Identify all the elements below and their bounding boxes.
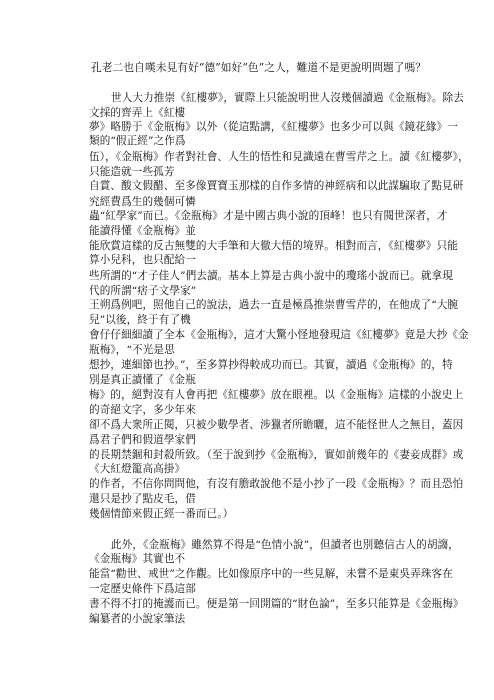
text-line: 蟲“紅學家”而已。《金瓶梅》才是中國古典小說的頂峰！也只有閱世深者，才 xyxy=(89,210,448,222)
text-line: 此外，《金瓶梅》雖然算不得是“色情小說”，但讀者也別聽信古人的胡謅， xyxy=(111,539,459,551)
text-line: 編纂者的小說家筆法 xyxy=(89,613,186,625)
text-line: 一定歷史條件下爲這部 xyxy=(89,583,196,595)
text-line: 瓶梅》，“不光是思 xyxy=(89,344,175,356)
text-line: 梅》的，絕對沒有人會再把《紅樓夢》放在眼裡。以《金瓶梅》這樣的小說史上 xyxy=(89,389,464,401)
text-line: 夢》略勝于《金瓶梅》以外（從這點講，《紅樓夢》也多少可以與《鏡花緣》一 xyxy=(89,121,458,133)
text-line: 文採的齊弄上《紅樓 xyxy=(89,107,186,119)
text-line: 的作者，不信你問問他，有沒有膽敢說他不是小抄了一段《金瓶梅》？而且恐怕 xyxy=(89,478,464,490)
text-line: 別是真正讀懂了《金瓶 xyxy=(89,374,196,386)
text-line: 爲君子們和假道學家們 xyxy=(89,434,196,446)
text-line: 能讀得懂《金瓶梅》並 xyxy=(89,225,196,237)
text-line: 能欣賞這樣的反古無雙的大手筆和大徹大悟的境界。相對而言，《紅樓夢》只能 xyxy=(89,240,458,252)
text-line: 世人大力推崇《紅樓夢》，實際上只能說明世人沒幾個讀過《金瓶梅》。除去 xyxy=(111,92,464,104)
text-line: 些所謂的“才子佳人”們去讀。基本上算是古典小說中的瓊瑤小說而已。就拿現 xyxy=(89,270,453,282)
text-line: 自賞、酸文假醋、至多像賈寶玉那樣的自作多情的神經病和以此謀騙取了點見研 xyxy=(89,180,464,192)
text-line: 的長期禁錮和封殺所致。（至于說到抄《金瓶梅》，實如前幾年的《妻妾成群》或 xyxy=(89,449,464,461)
text-line: 代的所謂“痞子文學家” xyxy=(89,285,197,297)
text-line: 還只是抄了點皮毛，借 xyxy=(89,493,196,505)
text-line: 書不得不打的掩護而已。便是第一回開篇的“財色論”，至多只能算是《金瓶梅》 xyxy=(89,598,464,610)
text-line: 會仔仔細細讀了全本《金瓶梅》，這才大驚小怪地發現這《紅樓夢》竟是大抄《金 xyxy=(89,329,469,341)
text-line: 算小兒科，也只配給一 xyxy=(89,254,196,266)
text-line: 想抄，連細節也抄。”，至多算抄得較成功而已。其實，讀過《金瓶梅》的，特 xyxy=(89,359,453,371)
text-line: 只能造就一些孤芳 xyxy=(89,166,175,178)
text-line: 幾個情節來假正經一番而已。） xyxy=(89,508,234,520)
text-line: 孔老二也自嘆未見有好“德”如好“色”之人，難道不是更說明問題了嗎？ xyxy=(91,61,427,74)
text-line: 兒”以後，終于有了機 xyxy=(89,314,191,326)
text-line: 卻不爲大衆所正閱，只被少數學者、涉獵者所瞻曬，這不能怪世人之無目，蓋因 xyxy=(89,419,464,431)
text-line: 類的“假正經”之作爲 xyxy=(89,135,186,147)
text-line: 《金瓶梅》其實也不 xyxy=(89,553,186,565)
text-line: 王朔爲例吧，照他自己的說法，過去一直是極爲推崇曹雪芹的，在他成了“大腕 xyxy=(89,299,459,311)
text-line: 《大紅燈籠高高掛》 xyxy=(89,463,186,475)
text-line: 的奇絕文字，多少年來 xyxy=(89,404,196,416)
text-line: 伍），《金瓶梅》作者對社會、人生的悟性和見識遠在曹雪芹之上。讀《紅樓夢》， xyxy=(89,151,469,163)
text-line: 究經費爲生的幾個可憐 xyxy=(89,196,196,208)
text-line: 能當“勸世、戒世”之作觀。比如像原序中的一些見解，未嘗不是東吳弄珠客在 xyxy=(89,568,453,580)
